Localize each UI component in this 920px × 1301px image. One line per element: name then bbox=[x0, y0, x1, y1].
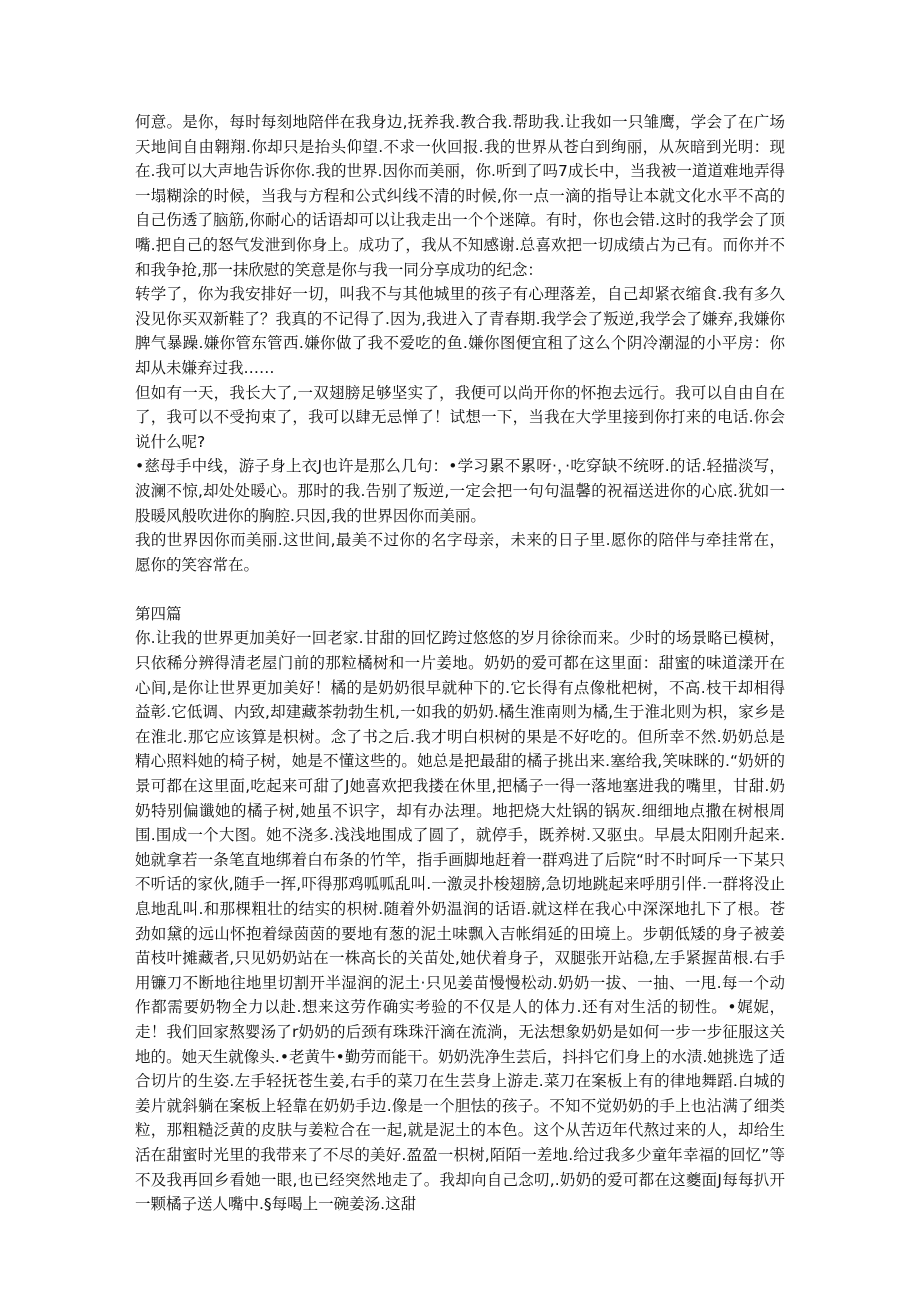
paragraph: 我的世界因你而美丽.这世间,最美不过你的名字母亲，未来的日子里.愿你的陪伴与牵挂常在，愿你的笑容常在。 bbox=[135, 531, 785, 574]
paragraph: 但如有一天，我长大了,一双翅膀足够坚实了，我便可以尚开你的怀抱去远行。我可以自由自在了，我可以不受拘束了，我可以肆无忌惮了！试想一下，当我在大学里接到你打来的电话.你会说什么呢? bbox=[135, 383, 785, 451]
paragraph: 何意。是你，每时每刻地陪伴在我身边,抚养我.教合我.帮助我.让我如一只雏鹰，学会了在广场天地间自由翱翔.你却只是抬头仰望.不求一伙回报.我的世界从苍白到绚丽，从灰暗到光明：现在.我可以大声地告诉你你.我的世界.因你而美丽，你.听到了吗7成长中，当我被一道道难地弄得一塌糊涂的时候，当我与方程和公式纠线不清的时候,你一点一滴的指导让本就文化水平不高的自己伤透了脑筋,你耐心的话语却可以让我走出一个个迷障。有时，你也会错.这时的我学会了顶嘴.把自己的怒气发泄到你身上。成功了，我从不知感谢.总喜欢把一切成绩占为己有。而你并不和我争抢,那一抹欣慰的笑意是你与我一同分享成功的纪念： bbox=[135, 113, 785, 279]
paragraph: 你.让我的世界更加美好一回老家.甘甜的回忆跨过悠悠的岁月徐徐而来。少时的场景略已模树，只依稀分辨得清老屋门前的那粒橘树和一片姜地。奶奶的爱可都在这里面：甜蜜的味道漾开在心间,是你让世界更加美好！橘的是奶奶很早就种下的.它长得有点像枇杷树，不高.枝干却相得益彰.它低调、内致,却建藏茶勃勃生机,一如我的奶奶.橘生淮南则为橘,生于淮北则为枳，家乡是在淮北.那它应该算是枳树。念了书之后.我才明白枳树的果是不好吃的。但所幸不然.奶奶总是精心照料她的椅子树，她是不懂这些的。她总是把最甜的橘子挑出来.塞给我,笑味眯的.“奶妍的景可都在这里面,吃起来可甜了J她喜欢把我搂在休里,把橘子一得一落地塞进我的嘴里，甘甜.奶奶特别偏谶她的橘子树,她虽不识字，却有办法理。地把烧大灶锅的锅灰.细细地点撒在树根周围.围成一个大图。她不浇多.浅浅地围成了圆了，就停手，既养树.又驱虫。早晨太阳刚升起来.她就拿若一条笔直地绑着白布条的竹竿，指手画脚地赶着一群鸡进了后院“时不时呵斥一下某只不听话的家伙,随手一挥,吓得那鸡呱呱乱叫.一激灵扑梭翅膀,急切地跳起来呼朋引伴.一群将没止息地乱叫.和那棵粗壮的结实的枳树.随着外奶温润的话语.就这样在我心中深深地扎下了根。苍劲如黛的远山怀抱着绿茵茵的要地有葱的泥土味飘入吉帐绢延的田境上。步朝低矮的身子被姜苗枝叶摊藏者,只见奶奶站在一株高长的关苗处,她伏着身子，双腿张开站稳,左手紧握苗根.右手用镰刀不断地往地里切割开半湿润的泥土·只见姜苗慢慢松动.奶奶一拔、一抽、一甩.每一个动作都需要奶物全力以赴.想来这劳作确实考验的不仅是人的体力.还有对生活的韧性。•娓妮，走！我们回家熬婴汤了r奶奶的后颈有珠珠汗滴在流淌，无法想象奶奶是如何一步一步征服这关地的。她天生就像头.•老黄牛•勤劳而能干。奶奶洗净生芸后，抖抖它们身上的水渍.她挑选了适合切片的生姿.左手轻抚苍生姜,右手的菜刀在生芸身上游走.菜刀在案板上有的律地舞蹈.白城的姜片就斜躺在案板上轻靠在奶奶手边.像是一个胆怯的孩子。不知不觉奶奶的手上也沾满了细类粒，那粗糙泛黄的皮肤与姜粒合在一起,就是泥土的本色。这个从苦迈年代熬过来的人，却给生活在甜蜜时光里的我带来了不尽的美好.盈盈一枳树,陌陌一差地.给过我多少童年幸福的回忆”等不及我再回乡看她一眼,也已经突然地走了。我却向自己念叨,.奶奶的爱可都在这夔面J每每扒开一颗橘子送人嘴中.§每喝上一碗姜汤.这甜 bbox=[135, 629, 785, 1214]
section-heading: 第四篇 bbox=[135, 604, 182, 623]
document-page bbox=[135, 110, 785, 1217]
section-spacer bbox=[135, 577, 785, 602]
paragraph: 转学了，你为我安排好一切，叫我不与其他城里的孩子有心理落差，自己却紧衣缩食.我有多久没见你买双新鞋了？我真的不记得了.因为,我进入了青春期.我学会了叛逆,我学会了嫌弃,我嫌你脾气暴躁.嫌你管东管西.嫌你做了我不爱吃的鱼.嫌你图便宜租了这么个阴冷潮湿的小平房：你却从未嫌弃过我…… bbox=[135, 285, 785, 377]
paragraph: •慈母手中线，游子身上衣J也许是那么几句：•学习累不累呀·，·吃穿缺不统呀.的话.轻描淡写，波澜不惊,却处处暖心。那时的我.告别了叛逆,一定会把一句句温馨的祝福送进你的心底.犹如一股暖风般吹进你的胸腔.只因,我的世界因你而美丽。 bbox=[135, 457, 785, 525]
